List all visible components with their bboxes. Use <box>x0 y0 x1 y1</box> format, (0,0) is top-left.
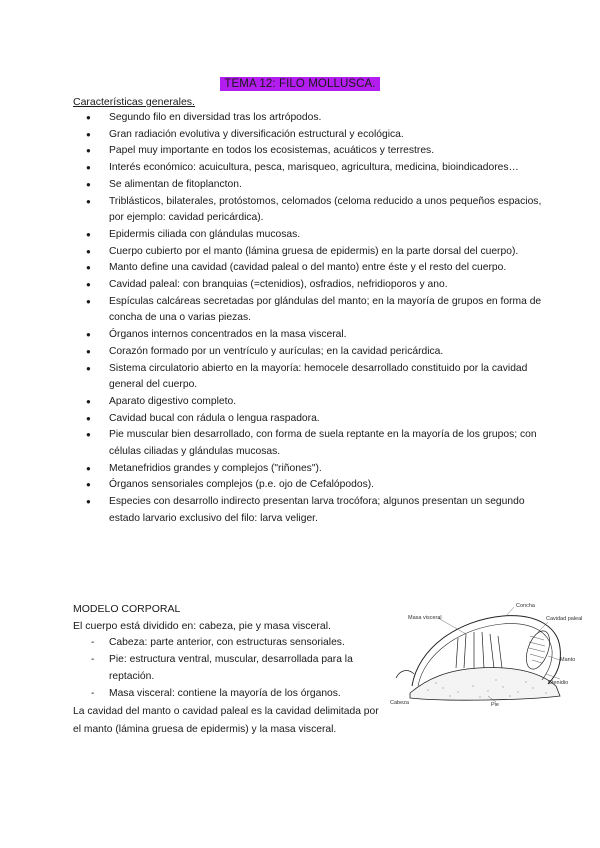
body-parts-list <box>73 634 383 702</box>
label-ctenidio: Ctenidio <box>548 680 569 686</box>
list-item: ● Sistema circulatorio abierto en la mayoría: hemocele desarrollado constituido por la cavidad general del cuerpo. <box>73 361 543 394</box>
list-item: ● Cavidad paleal: con branquias (=ctenidios), osfradios, nefridioporos y ano. <box>73 277 543 294</box>
list-item: ● Aparato digestivo completo. <box>73 394 543 411</box>
model-heading: MODELO CORPORAL <box>73 603 181 615</box>
list-item: - Pie: estructura ventral, muscular, desarrollada para la reptación. <box>73 651 383 685</box>
mantle-paragraph: La cavidad del manto o cavidad paleal es la cavidad delimitada por el manto (lámina gruesa de epidermis) y la masa visceral. <box>73 706 379 735</box>
list-item: ● Triblásticos, bilaterales, protóstomos, celomados (celoma reducido a unos pequeños espacios, por ejemplo: cavidad pericárdica). <box>73 194 543 227</box>
model-intro: El cuerpo está dividido en: cabeza, pie y masa visceral. <box>73 620 331 632</box>
list-item: ● Órganos internos concentrados en la masa visceral. <box>73 327 543 344</box>
label-cabeza: Cabeza <box>390 700 409 706</box>
head-shape <box>396 671 414 678</box>
title-container <box>0 74 600 92</box>
list-item: ● Segundo filo en diversidad tras los artrópodos. <box>73 110 543 127</box>
visceral-organs <box>456 632 502 668</box>
list-item: ● Cavidad bucal con rádula o lengua raspadora. <box>73 411 543 428</box>
list-item: ● Gran radiación evolutiva y diversificación estructural y ecológica. <box>73 127 543 144</box>
list-item: ● Espículas calcáreas secretadas por glándulas del manto; en la mayoría de grupos en forma de concha de una o varias piezas. <box>73 294 543 327</box>
list-item: ● Especies con desarrollo indirecto presentan larva trocófora; algunos presentan un segundo estado larvario exclusivo del filo: larva veliger. <box>73 494 543 527</box>
label-cavidad-paleal: Cavidad paleal <box>546 616 583 622</box>
list-item: ● Metanefridios grandes y complejos ("riñones"). <box>73 461 543 478</box>
features-list <box>73 110 543 528</box>
label-manto: Manto <box>560 657 576 663</box>
list-item: ● Epidermis ciliada con glándulas mucosas. <box>73 227 543 244</box>
foot-shape <box>410 668 560 701</box>
list-item: ● Corazón formado por un ventrículo y aurículas; en la cavidad pericárdica. <box>73 344 543 361</box>
label-concha: Concha <box>516 603 535 609</box>
list-item: - Masa visceral: contiene la mayoría de los órganos. <box>73 685 383 702</box>
section-subheading: Características generales. <box>73 96 195 108</box>
label-masa-visceral: Masa visceral <box>408 615 442 621</box>
mollusc-body-diagram <box>388 598 584 710</box>
list-item: ● Interés económico: acuicultura, pesca, marisqueo, agricultura, medicina, bioindicadores… <box>73 160 543 177</box>
list-item: ● Papel muy importante en todos los ecosistemas, acuáticos y terrestres. <box>73 143 543 160</box>
list-item: ● Pie muscular bien desarrollado, con forma de suela reptante en la mayoría de los grupos; con células ciliadas y glándulas mucosas. <box>73 427 543 460</box>
list-item: ● Se alimentan de fitoplancton. <box>73 177 543 194</box>
list-item: ● Manto define una cavidad (cavidad paleal o del manto) entre éste y el resto del cuerpo. <box>73 260 543 277</box>
list-item: - Cabeza: parte anterior, con estructuras sensoriales. <box>73 634 383 651</box>
label-pie: Pie <box>491 702 499 708</box>
page-title: TEMA 12: FILO MOLLUSCA. <box>220 77 379 91</box>
list-item: ● Cuerpo cubierto por el manto (lámina gruesa de epidermis) en la parte dorsal del cuerpo). <box>73 244 543 261</box>
list-item: ● Órganos sensoriales complejos (p.e. ojo de Cefalópodos). <box>73 477 543 494</box>
ctenidium-shape <box>522 628 554 672</box>
